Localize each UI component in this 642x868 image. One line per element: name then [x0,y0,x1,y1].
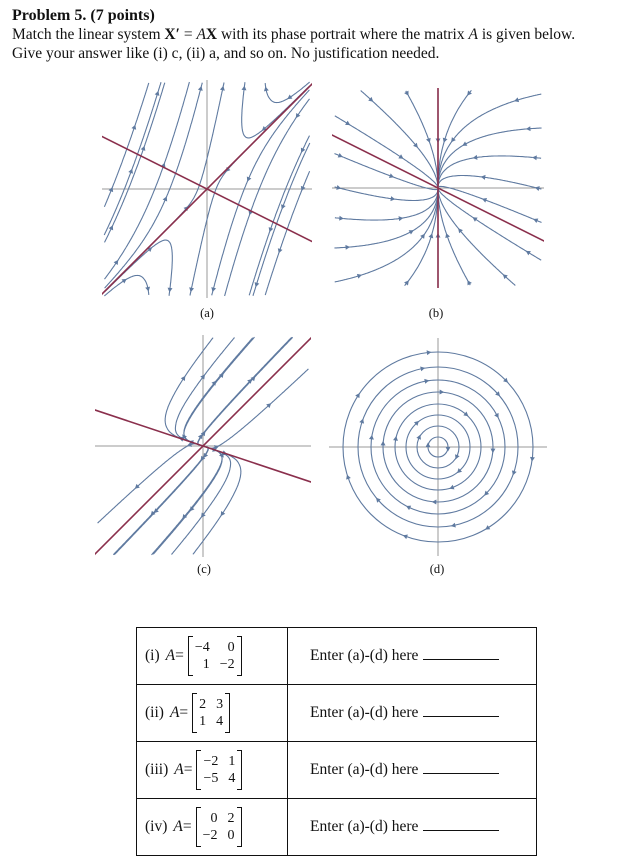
statement-text-2: with its phase portrait where the matrix [217,26,469,43]
answer-prompt: Enter (a)-(d) here [310,818,419,835]
matrix-entry: 1 [202,657,210,672]
row-label: (iii) [145,761,169,778]
matrix-entry: −2 [219,657,235,672]
answer-cell[interactable] [288,628,537,685]
table-row [137,742,537,799]
phase-portrait-b [332,88,544,288]
flow-arrow [532,155,537,160]
caption-c: (c) [197,562,211,576]
matrix-symbol: A [169,704,180,721]
trajectory [194,446,208,468]
trajectory [104,108,153,235]
flow-arrow [339,216,344,221]
matrix-entry: 4 [216,714,224,729]
matrix-entry: 2 [199,697,207,712]
flow-arrow [114,260,119,265]
flow-arrow [198,86,203,91]
answer-prompt: Enter (a)-(d) here [310,704,419,721]
eq-equals: = [179,26,197,43]
trajectory [335,268,380,282]
flow-arrow [296,113,301,118]
flow-arrow [440,390,445,395]
matrix-entry: −5 [203,771,219,786]
trajectory [438,130,518,187]
flow-arrow [255,282,260,287]
flow-arrow [429,233,434,238]
answer-prompt: Enter (a)-(d) here [310,761,419,778]
trajectory [198,83,202,99]
equals-sign: = [175,647,184,664]
matrix-entry: 4 [228,771,236,786]
statement-a: A [468,26,478,43]
flow-arrow [530,457,535,462]
trajectory [344,157,437,189]
trajectory [190,337,255,419]
matrix-entry: −2 [202,828,218,843]
answer-table [136,627,537,856]
phase-portrait-d [329,338,547,556]
trajectory [144,279,149,295]
trajectory [261,143,310,270]
eq-lhs: X′ [164,26,180,43]
statement-text-1: Match the linear system [12,26,165,43]
trajectory [152,473,217,555]
eq-x: X [205,26,218,43]
trajectory [438,156,532,187]
trajectory [339,188,438,201]
flow-arrow [189,287,194,292]
row-label: (iv) [145,818,168,835]
flow-arrow [220,86,225,91]
matrix-entry: 1 [199,714,207,729]
trajectory [212,279,216,295]
table-row [137,685,537,742]
matrix-entry: 0 [227,828,235,843]
trajectory [117,83,149,176]
flow-arrow [424,379,429,384]
matrix-cell [137,799,288,856]
flow-arrow [526,126,531,131]
flow-arrow [426,443,431,448]
problem-statement-line1 [12,25,637,44]
trajectory [358,190,438,247]
flow-arrow [393,436,398,441]
trajectory [198,424,212,446]
answer-prompt: Enter (a)-(d) here [310,647,419,664]
matrix-entry: 2 [227,811,235,826]
phase-portrait-c [95,335,311,557]
flow-arrow [345,245,350,250]
caption-d: (d) [429,562,445,576]
trajectory [184,338,253,437]
matrix-symbol: A [173,818,183,835]
matrix-cell [137,685,288,742]
trajectory [243,82,245,99]
matrix-entry: −4 [194,640,210,655]
equals-sign: = [183,761,193,778]
table-row [137,628,537,685]
flow-arrow [155,91,160,96]
matrix-entry: −2 [203,754,219,769]
trajectory [335,116,358,130]
flow-arrow [432,500,437,505]
answer-blank[interactable] [423,772,499,774]
matrix-symbol: A [165,647,176,664]
trajectory [265,83,270,99]
flow-arrow [381,441,386,446]
trajectory [380,189,438,268]
flow-arrow [451,523,456,528]
trajectory [265,203,297,296]
trajectory [169,279,171,296]
matrix-entry: 0 [227,640,235,655]
trajectory [190,279,194,296]
flow-arrow [443,138,448,143]
matrix-cell [137,742,288,799]
caption-a: (a) [200,306,214,320]
answer-blank[interactable] [423,829,499,831]
matrix-cell [137,628,288,685]
problem-title: Problem 5. (7 points) [12,7,155,24]
flow-arrow [420,366,425,371]
phase-portrait-a [102,80,312,298]
matrix-entry: 3 [216,697,224,712]
flow-arrow [264,86,269,91]
equals-sign: = [182,818,192,835]
flow-arrow [399,216,404,221]
flow-arrow [491,449,496,454]
matrix-entry: 1 [228,754,236,769]
flow-arrow [336,185,341,190]
trajectory [165,338,213,428]
trajectory [439,186,532,218]
trajectory [193,464,241,554]
answer-cell[interactable] [288,799,537,856]
flow-arrow [145,287,150,292]
eq-a: A [196,26,206,43]
matrix-entry: 0 [210,811,218,826]
trajectory [153,455,222,554]
flow-arrow [211,287,216,292]
equals-sign: = [179,704,189,721]
problem-header [12,6,637,63]
trajectory [438,176,537,189]
flow-arrow [473,155,478,160]
trajectory [344,189,438,220]
row-label: (ii) [145,704,164,721]
answer-blank[interactable] [423,658,499,660]
flow-arrow [535,186,540,191]
matrix-symbol: A [174,761,184,778]
problem-statement-line2: Give your answer like (i) c, (ii) a, and so on. No justification needed. [12,45,440,62]
table-row [137,799,537,856]
caption-b: (b) [428,306,444,320]
answer-cell[interactable] [288,685,537,742]
flow-arrow [446,447,451,452]
answer-cell[interactable] [288,742,537,799]
trajectory [518,246,541,260]
answer-blank[interactable] [423,715,499,717]
trajectory [221,83,225,100]
statement-text-3: is given below. [477,26,576,43]
row-label: (i) [145,647,160,664]
trajectory [496,94,541,108]
